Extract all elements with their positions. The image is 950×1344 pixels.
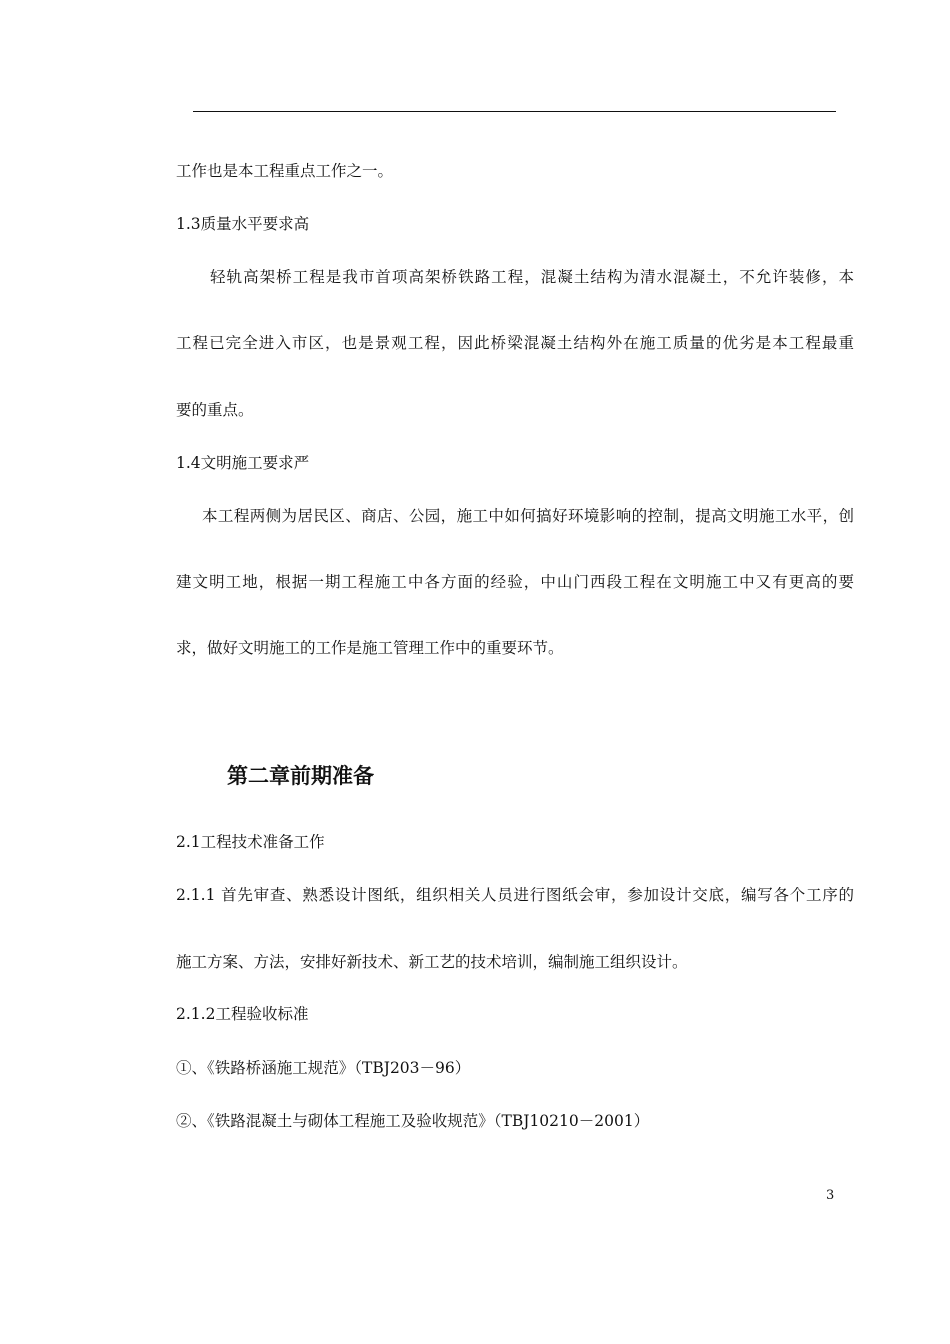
paragraph-continuation: 工作也是本工程重点工作之一。	[176, 162, 394, 180]
page-number: 3	[826, 1188, 835, 1203]
standard-item-2: ②、《铁路混凝土与砌体工程施工及验收规范》（TBJ10210－2001）	[176, 1112, 650, 1130]
paragraph-1-4-line-3: 求，做好文明施工的工作是施工管理工作中的重要环节。	[176, 639, 564, 657]
section-heading-1-3: 1.3质量水平要求高	[176, 215, 310, 233]
header-rule	[193, 111, 836, 112]
paragraph-1-3-line-2: 工程已完全进入市区，也是景观工程，因此桥梁混凝土结构外在施工质量的优劣是本工程最重	[176, 334, 854, 352]
standard-item-1: ①、《铁路桥涵施工规范》（TBJ203－96）	[176, 1059, 471, 1077]
paragraph-1-3-line-1: 轻轨高架桥工程是我市首项高架桥铁路工程，混凝土结构为清水混凝土，不允许装修，本	[210, 268, 854, 286]
paragraph-1-3-line-3: 要的重点。	[176, 401, 254, 419]
chapter-title: 第二章前期准备	[227, 764, 374, 788]
section-heading-1-4: 1.4文明施工要求严	[176, 454, 310, 472]
paragraph-2-1-1-line-1: 2.1.1 首先审查、熟悉设计图纸，组织相关人员进行图纸会审，参加设计交底，编写各个工序的	[176, 886, 854, 904]
paragraph-2-1-1-line-2: 施工方案、方法，安排好新技术、新工艺的技术培训，编制施工组织设计。	[176, 953, 688, 971]
section-heading-2-1-2: 2.1.2工程验收标准	[176, 1005, 309, 1023]
paragraph-1-4-line-1: 本工程两侧为居民区、商店、公园，施工中如何搞好环境影响的控制，提高文明施工水平，创	[202, 507, 854, 525]
paragraph-1-4-line-2: 建文明工地，根据一期工程施工中各方面的经验，中山门西段工程在文明施工中又有更高的要	[176, 573, 854, 591]
section-heading-2-1: 2.1工程技术准备工作	[176, 833, 325, 851]
